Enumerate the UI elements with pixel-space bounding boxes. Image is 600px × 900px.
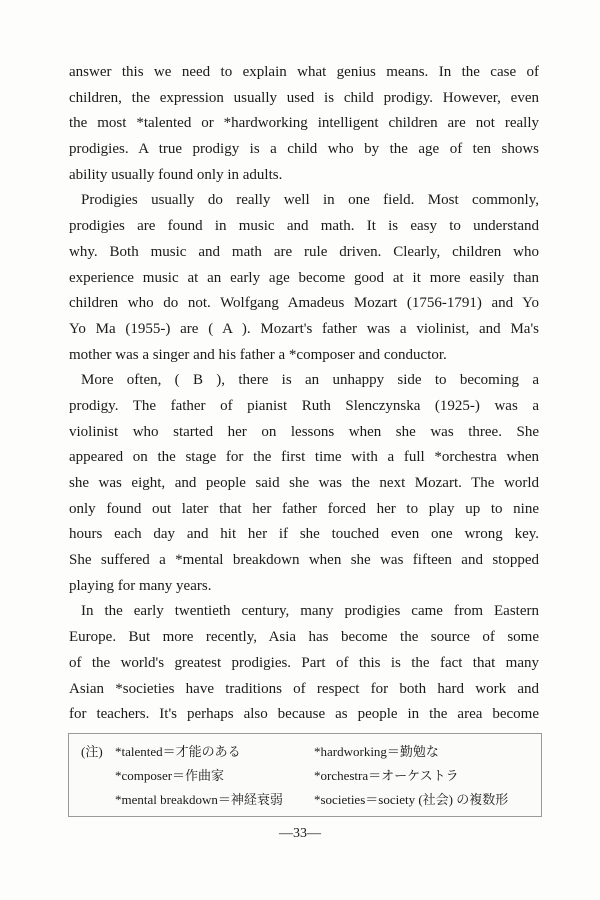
passage-line: In the early twentieth century, many prodigies came from Eastern xyxy=(81,603,539,620)
passage-line: she was eight, and people said she was the next Mozart. The world xyxy=(69,475,539,491)
note-mental-breakdown: *mental breakdown＝神経衰弱 xyxy=(115,792,283,807)
passage-line: for teachers. It's perhaps also because as people in the area become xyxy=(69,706,539,723)
passage-line: violinist who started her on lessons when she was three. She xyxy=(69,423,539,440)
passage-line: children, the expression usually used is child prodigy. However, even xyxy=(69,89,539,106)
passage-line: children who do not. Wolfgang Amadeus Mozart (1756-1791) and Yo xyxy=(69,295,539,312)
note-orchestra: *orchestra＝オーケストラ xyxy=(314,768,459,783)
passage-line: appeared on the stage for the first time with a full *orchestra when xyxy=(69,449,539,466)
passage-line: prodigies. A true prodigy is a child who by the age of ten shows xyxy=(69,141,539,158)
passage-line: Asian *societies have traditions of respect for both hard work and xyxy=(69,680,539,697)
passage-line: More often, ( B ), there is an unhappy side to becoming a xyxy=(81,372,539,389)
note-societies: *societies＝society (社会) の複数形 xyxy=(314,792,509,807)
passage-line: mother was a singer and his father a *composer and conductor. xyxy=(69,346,447,363)
passage-line: prodigy. The father of pianist Ruth Slenczynska (1925-) was a xyxy=(69,397,539,414)
passage-line: the most *talented or *hardworking intelligent children are not really xyxy=(69,115,539,132)
passage-line: ability usually found only in adults. xyxy=(69,166,283,183)
passage-line: hours each day and hit her if she touched even one wrong key. xyxy=(69,526,539,543)
passage-line: why. Both music and math are rule driven. Clearly, children who xyxy=(69,243,539,260)
notes-label: (注) xyxy=(81,744,103,759)
passage-line: She suffered a *mental breakdown when she was fifteen and stopped xyxy=(69,552,539,569)
passage-line: of the world's greatest prodigies. Part of this is the fact that many xyxy=(69,654,539,671)
passage-line: experience music at an early age become good at it more easily than xyxy=(69,269,539,286)
passage-line: Yo Ma (1955-) are ( A ). Mozart's father was a violinist, and Ma's xyxy=(69,320,539,337)
note-hardworking: *hardworking＝勤勉な xyxy=(314,744,439,759)
passage-line: Europe. But more recently, Asia has become the source of some xyxy=(69,629,539,646)
passage-line: prodigies are found in music and math. It is easy to understand xyxy=(69,218,539,235)
passage xyxy=(69,60,539,728)
passage-line: only found out later that her father forced her to play up to nine xyxy=(69,500,539,517)
page-number: —33— xyxy=(279,826,321,841)
passage-line: playing for many years. xyxy=(69,577,212,594)
vocabulary-notes-box xyxy=(68,733,542,817)
note-composer: *composer＝作曲家 xyxy=(115,768,225,783)
passage-line: Prodigies usually do really well in one field. Most commonly, xyxy=(81,192,539,209)
passage-line: answer this we need to explain what genius means. In the case of xyxy=(69,64,539,80)
note-talented: *talented＝才能のある xyxy=(115,744,241,759)
